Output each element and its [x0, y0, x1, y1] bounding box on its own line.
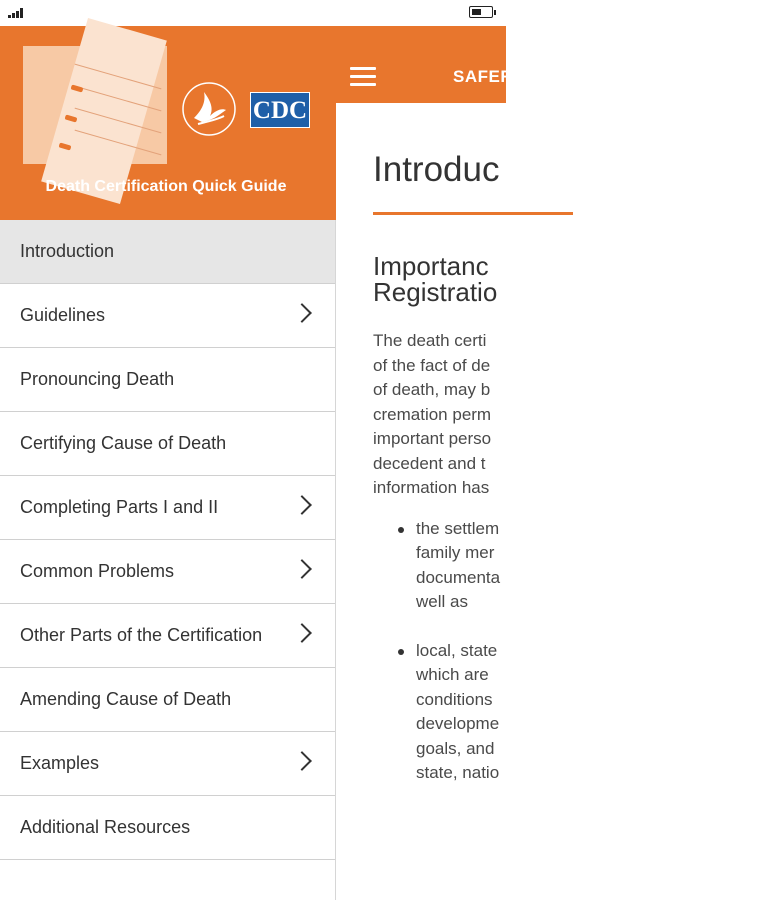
- list-item-line: family mer: [416, 543, 495, 562]
- menu-item-label: Amending Cause of Death: [20, 689, 232, 709]
- menu-item-other-parts[interactable]: [0, 604, 335, 668]
- list-item-line: state, natio: [416, 763, 500, 782]
- paragraph-line: decedent and t: [373, 453, 486, 473]
- drawer-title: Death Certification Quick Guide: [45, 178, 287, 195]
- menu-item-label: Additional Resources: [20, 817, 191, 837]
- menu-item-label: Pronouncing Death: [20, 369, 175, 389]
- hamburger-icon[interactable]: [350, 67, 376, 87]
- app-bar: [336, 26, 514, 103]
- list-item-line: local, state: [416, 640, 498, 660]
- section-heading: [373, 253, 773, 305]
- article: [373, 150, 773, 810]
- menu-item-label: Certifying Cause of Death: [20, 433, 227, 453]
- menu-item-additional-resources[interactable]: [0, 796, 335, 860]
- paragraph-line: of death, may b: [373, 380, 491, 399]
- title-underline: [373, 212, 573, 215]
- menu-item-label: Completing Parts I and II: [20, 497, 219, 517]
- list-item: [416, 517, 773, 615]
- main-content: [336, 26, 514, 900]
- list-item-line: the settlem: [416, 518, 500, 538]
- section-heading-line: Importanc: [373, 251, 489, 281]
- list-item-line: which are: [416, 665, 489, 684]
- hhs-logo-icon: [180, 80, 238, 138]
- chevron-right-icon: [292, 559, 312, 579]
- menu-item-label: Examples: [20, 753, 100, 773]
- menu-item-guidelines[interactable]: [0, 284, 335, 348]
- page-title: Introduc: [373, 150, 500, 189]
- list-item-line: documenta: [416, 567, 501, 587]
- menu-item-examples[interactable]: [0, 732, 335, 796]
- menu-item-completing-parts[interactable]: [0, 476, 335, 540]
- paragraph-line: cremation perm: [373, 404, 492, 424]
- chevron-right-icon: [292, 303, 312, 323]
- navigation-drawer: [0, 26, 336, 900]
- list-item-line: well as: [416, 592, 468, 611]
- paragraph-line: of the fact of de: [373, 355, 491, 375]
- menu-item-certifying-cause[interactable]: [0, 412, 335, 476]
- list-item-line: developme: [416, 714, 500, 733]
- menu-item-label: Common Problems: [20, 561, 175, 581]
- menu-item-introduction[interactable]: [0, 220, 335, 284]
- paragraph-line: The death certi: [373, 331, 487, 350]
- paragraph-line: information has: [373, 478, 490, 497]
- status-bar: [0, 0, 506, 26]
- list-item-line: goals, and: [416, 738, 495, 758]
- intro-paragraph: [373, 329, 773, 501]
- list-item-line: conditions: [416, 689, 493, 709]
- menu-item-pronouncing-death[interactable]: [0, 348, 335, 412]
- drawer-menu: [0, 220, 335, 860]
- cdc-logo: CDC: [250, 92, 310, 128]
- list-item: [416, 639, 773, 786]
- drawer-header: [0, 26, 336, 220]
- menu-item-label: Introduction: [20, 241, 115, 261]
- menu-item-label: Other Parts of the Certification: [20, 625, 263, 645]
- app-bar-title: SAFER: [453, 67, 514, 86]
- menu-item-amending-cause[interactable]: [0, 668, 335, 732]
- section-heading-line: Registratio: [373, 277, 498, 307]
- paragraph-line: important perso: [373, 429, 492, 448]
- menu-item-common-problems[interactable]: [0, 540, 335, 604]
- chevron-right-icon: [292, 751, 312, 771]
- certificate-image: [23, 46, 167, 164]
- menu-item-label: Guidelines: [20, 305, 106, 325]
- bullet-list: [373, 517, 773, 786]
- battery-icon: [469, 6, 493, 18]
- chevron-right-icon: [292, 495, 312, 515]
- chevron-right-icon: [292, 623, 312, 643]
